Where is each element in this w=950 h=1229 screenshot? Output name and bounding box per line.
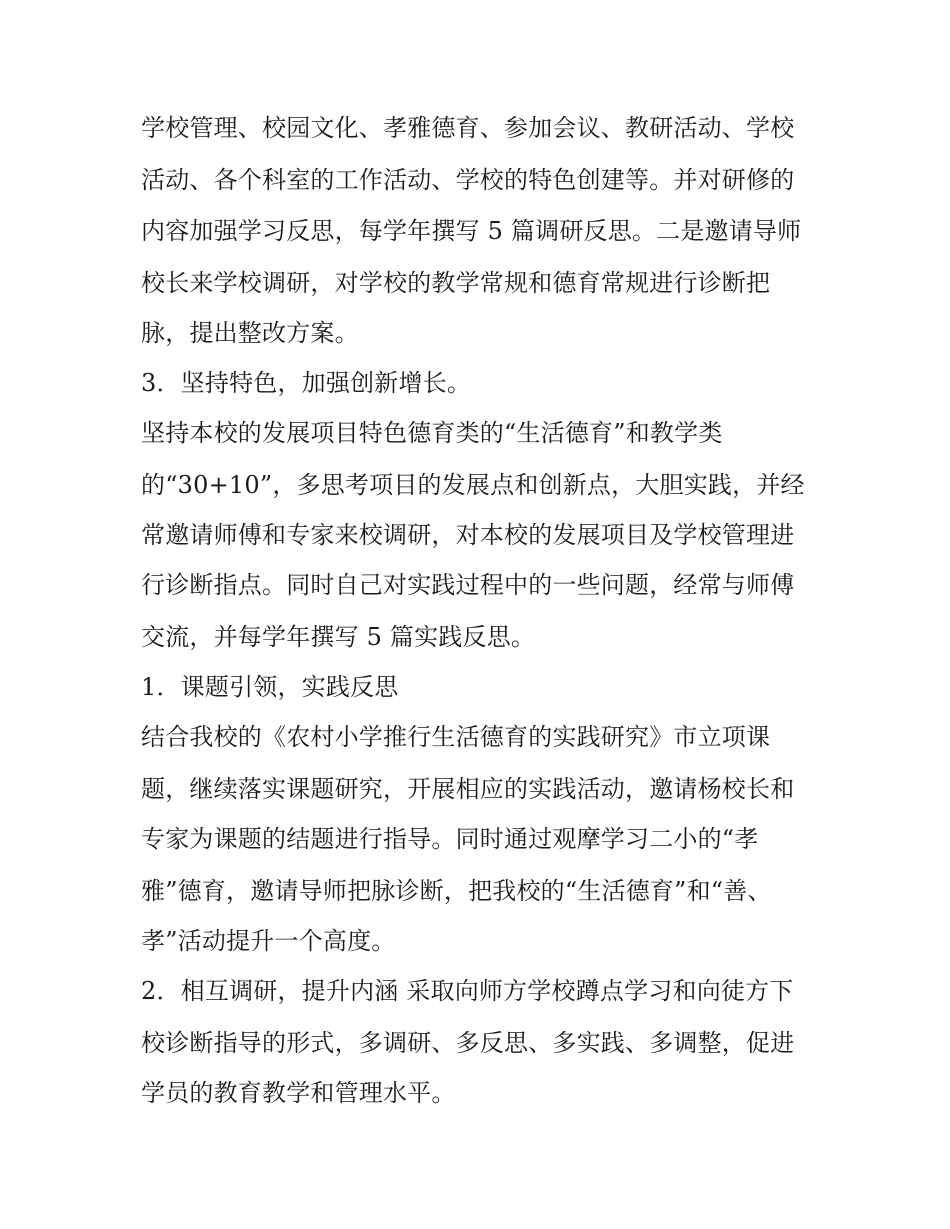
text-line: 结合我校的《农村小学推行生活德育的实践研究》市立项课	[141, 723, 771, 751]
text-line: 活动、各个科室的工作活动、学校的特色创建等。并对研修的	[141, 166, 795, 194]
text-line: 孝”活动提升一个高度。	[141, 927, 396, 955]
section-heading: 1．课题引领，实践反思	[141, 673, 399, 701]
text-line: 脉，提出整改方案。	[141, 319, 359, 347]
text-line: 坚持本校的发展项目特色德育类的“生活德育”和教学类	[141, 419, 723, 447]
text-line: 题，继续落实课题研究，开展相应的实践活动，邀请杨校长和	[141, 775, 795, 803]
text-line: 校长来学校调研，对学校的教学常规和德育常规进行诊断把	[141, 269, 771, 297]
section-heading: 2．相互调研，提升内涵 采取向师方学校蹲点学习和向徒方下	[141, 977, 794, 1005]
text-line: 常邀请师傅和专家来校调研，对本校的发展项目及学校管理进	[141, 521, 795, 549]
text-line: 校诊断指导的形式，多调研、多反思、多实践、多调整，促进	[141, 1029, 795, 1057]
section-heading: 3．坚持特色，加强创新增长。	[141, 369, 472, 397]
text-line: 专家为课题的结题进行指导。同时通过观摩学习二小的“孝	[141, 825, 759, 853]
text-line: 雅”德育，邀请导师把脉诊断，把我校的“生活德育”和“善、	[141, 877, 772, 905]
text-line: 交流，并每学年撰写 5 篇实践反思。	[141, 623, 536, 651]
text-line: 内容加强学习反思，每学年撰写 5 篇调研反思。二是邀请导师	[141, 217, 802, 245]
text-line: 学员的教育教学和管理水平。	[141, 1079, 456, 1107]
text-line: 学校管理、校园文化、孝雅德育、参加会议、教研活动、学校	[141, 114, 795, 142]
text-line: 行诊断指点。同时自己对实践过程中的一些问题，经常与师傅	[141, 571, 795, 599]
text-line: 的“30+10”，多思考项目的发展点和创新点，大胆实践，并经	[141, 471, 805, 499]
